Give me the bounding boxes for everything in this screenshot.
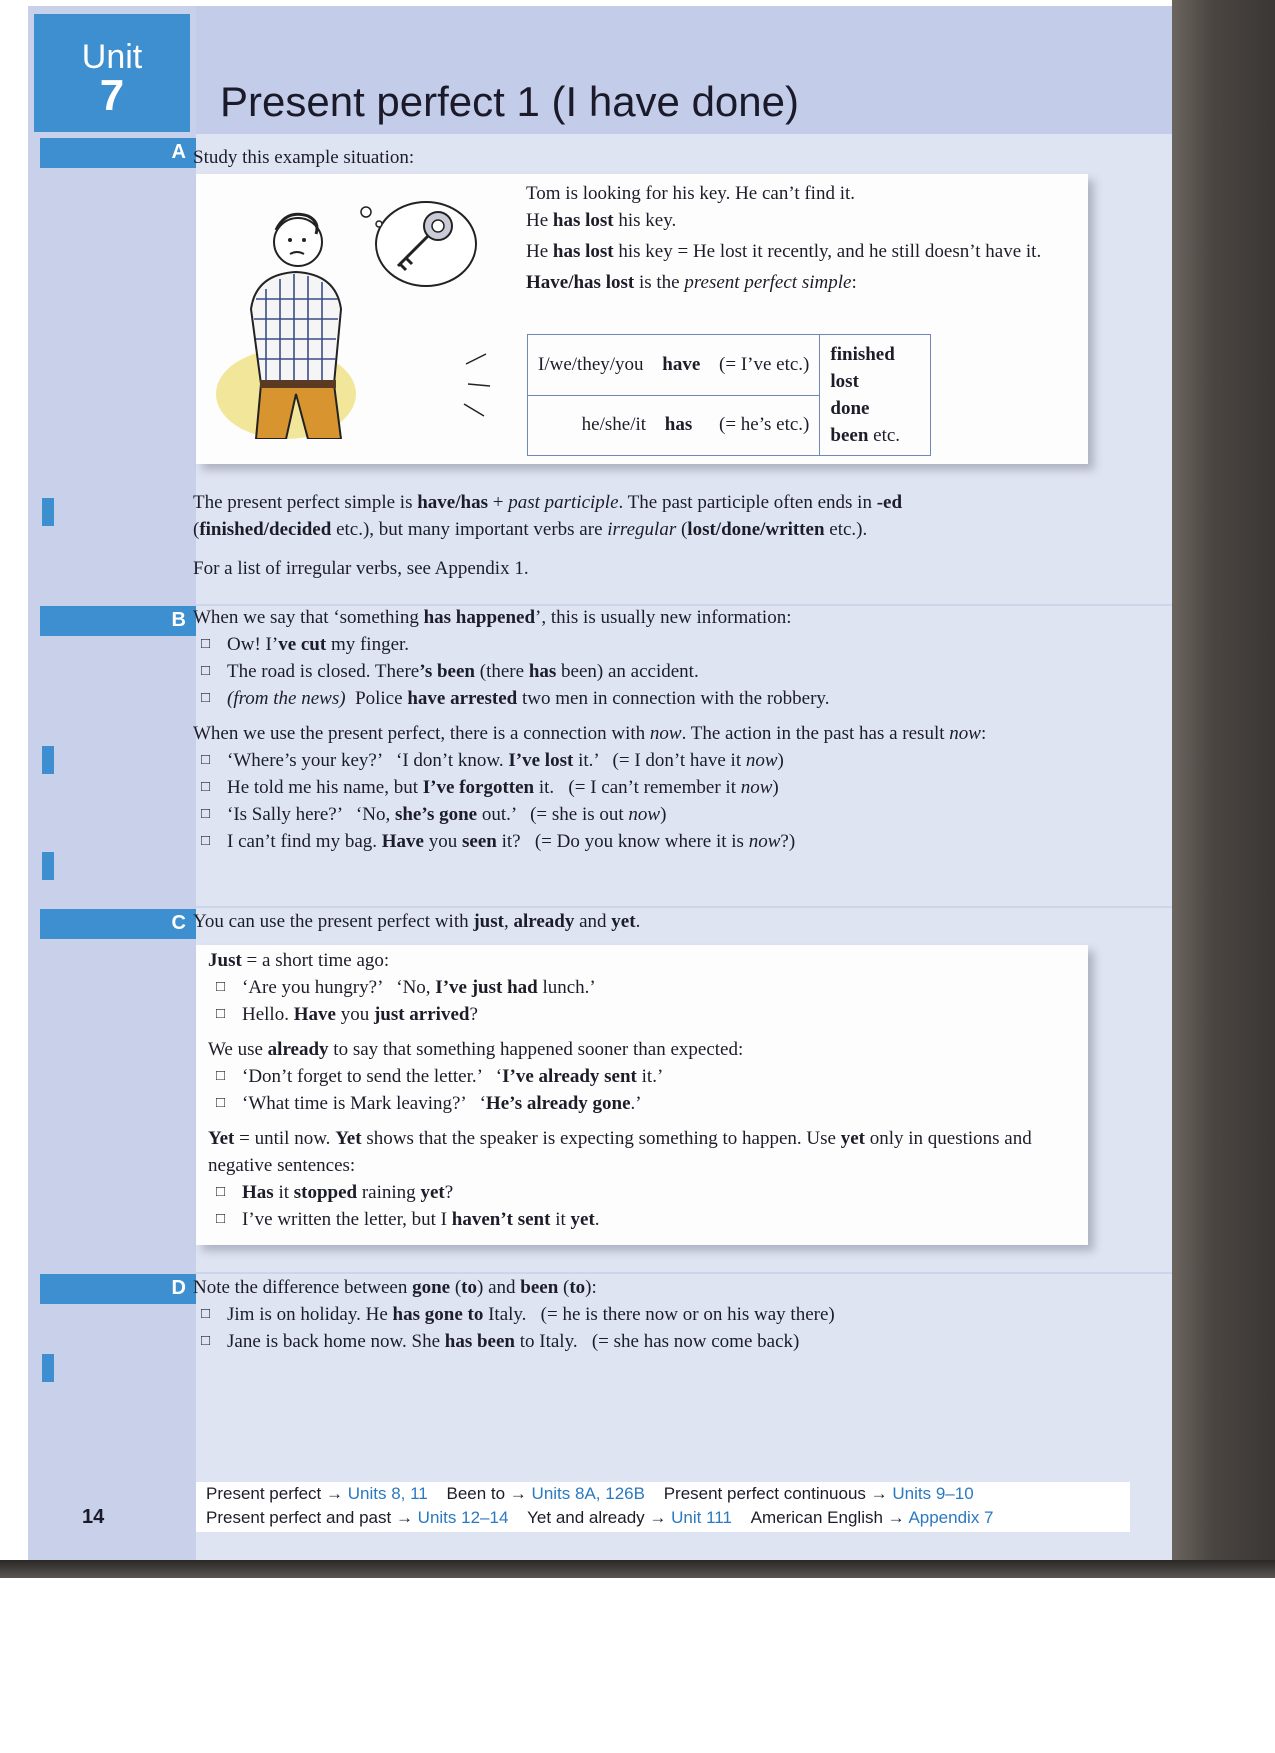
auxiliary: has [664, 414, 693, 436]
etc-text: etc. [873, 425, 901, 446]
bold-run: she’s gone [394, 804, 478, 825]
text-run: it [550, 1209, 571, 1230]
text-run: out.’ (= she is out [477, 804, 629, 825]
bold-run: ve cut [278, 634, 327, 655]
text-run: ‘Where’s your key?’ ‘I don’t know. [227, 750, 509, 771]
paragraph [208, 1125, 1068, 1179]
text-run: ( [676, 519, 688, 540]
section-letter: A [171, 141, 186, 163]
bold-run: has been [444, 1331, 515, 1352]
text-run: been) an accident. [556, 661, 699, 682]
text-run: it.’ [636, 1066, 664, 1087]
section-tab-b [40, 606, 196, 636]
section-tab-a [40, 138, 196, 168]
intro-text: Study this example situation: [193, 147, 415, 168]
text-run: Jane is back home now. She [227, 1331, 445, 1352]
sidebar [28, 6, 196, 1562]
bold-run: has gone to [392, 1304, 484, 1325]
participle: done [830, 398, 870, 419]
section-tab-c [40, 909, 196, 939]
text-run: . The action in the past has a result [681, 723, 950, 744]
text-run: The road is closed. There [227, 661, 420, 682]
text-run: ) and [477, 1277, 521, 1298]
story-line [526, 207, 1066, 234]
text-run: lunch.’ [537, 977, 596, 998]
example [242, 1001, 1068, 1028]
italic-run: irregular [607, 519, 677, 540]
italic-run: now [949, 723, 981, 744]
section-b-body [193, 604, 1053, 855]
bold-run: I’ve just had [435, 977, 538, 998]
paragraph [193, 604, 1053, 631]
text-run: to say that something happened sooner than expected: [328, 1039, 744, 1060]
text-run: is the [634, 272, 685, 293]
side-marker [42, 498, 54, 526]
example [227, 631, 1053, 658]
text-run: his key. [613, 210, 677, 231]
text-run: Jim is on holiday. He [227, 1304, 393, 1325]
bold-run: Have/has lost [526, 272, 635, 293]
bold-run: to [461, 1277, 477, 1298]
bold-run: haven’t sent [451, 1209, 551, 1230]
text-run: two men in connection with the robbery. [517, 688, 830, 709]
text-run: . [635, 911, 641, 932]
text-run: (there [475, 661, 529, 682]
italic-run: present perfect simple [684, 272, 852, 293]
text-run: you [424, 831, 462, 852]
text-run: ‘Are you hungry?’ ‘No, [242, 977, 436, 998]
participle: lost [830, 371, 859, 392]
bold-run: seen [462, 831, 497, 852]
bold-run: ’s been [419, 661, 475, 682]
text-run: : [980, 723, 987, 744]
text-run: ) [772, 777, 779, 798]
text-run: ‘What time is Mark leaving?’ ‘ [242, 1093, 486, 1114]
reference-link[interactable]: Unit 111 [671, 1508, 732, 1527]
text-run: etc.). [824, 519, 868, 540]
reference-label: Present perfect → [206, 1484, 348, 1503]
text-run: The present perfect simple is [193, 492, 418, 513]
bold-run: I’ve lost [508, 750, 574, 771]
text-run: ? [444, 1182, 454, 1203]
text-run: = a short time ago: [241, 950, 390, 971]
present-perfect-table [527, 334, 931, 456]
text-run: When we use the present perfect, there is a connection with [193, 723, 650, 744]
text-run: his key = He lost it recently, and he still doesn’t have it. [613, 241, 1042, 262]
paragraph [193, 720, 1053, 747]
bold-run: Yet [335, 1128, 362, 1149]
text-run: it.’ (= I don’t have it [573, 750, 746, 771]
reference-line [196, 1506, 1130, 1530]
text-run: raining [357, 1182, 421, 1203]
bold-run: has lost [552, 210, 614, 231]
section-letter: C [171, 912, 186, 934]
bold-run: yet [840, 1128, 865, 1149]
bold-run: have arrested [407, 688, 518, 709]
bold-run: has lost [552, 241, 614, 262]
explanation [526, 238, 1066, 265]
example [227, 747, 1053, 774]
bold-run: stopped [293, 1182, 358, 1203]
bold-run: yet [420, 1182, 445, 1203]
contraction: (= I’ve etc.) [719, 353, 810, 375]
bold-run: He’s already gone [485, 1093, 631, 1114]
text-run: ‘Don’t forget to send the letter.’ ‘ [242, 1066, 503, 1087]
subject: he/she/it [581, 414, 647, 436]
text-run: . The past participle often ends in [618, 492, 877, 513]
reference-label: Present perfect continuous → [663, 1484, 893, 1503]
bold-run: I’ve already sent [502, 1066, 637, 1087]
paragraph [208, 1036, 1068, 1063]
example-box-c [196, 945, 1088, 1245]
italic-run: past participle [508, 492, 619, 513]
text-run: ): [585, 1277, 597, 1298]
table-cell [528, 335, 820, 396]
text-run: ( [558, 1277, 570, 1298]
bold-run: have/has [417, 492, 488, 513]
bold-run: just [473, 911, 504, 932]
bold-run: Just [208, 950, 242, 971]
bold-run: Has [242, 1182, 274, 1203]
participles-cell [820, 335, 931, 456]
contraction: (= he’s etc.) [719, 414, 810, 436]
text-run: shows that the speaker is expecting something to happen. Use [361, 1128, 841, 1149]
example [227, 1301, 1053, 1328]
side-marker [42, 1354, 54, 1382]
text-run: and [574, 911, 612, 932]
text-run: Note the difference between [193, 1277, 413, 1298]
bold-run: finished/decided [199, 519, 332, 540]
scan-margin [0, 1560, 1275, 1753]
text-run: : [851, 272, 857, 293]
section-letter: D [171, 1277, 186, 1299]
text-run: Hello. [242, 1004, 294, 1025]
section-tab-d [40, 1274, 196, 1304]
text-run: He [526, 241, 553, 262]
text-run: , [503, 911, 514, 932]
paragraph [193, 1274, 1053, 1301]
reference-link[interactable]: Units 8A, 126B [531, 1484, 645, 1503]
text-run: . [594, 1209, 600, 1230]
bold-run: Yet [208, 1128, 235, 1149]
text-run: ( [193, 519, 200, 540]
box-c-content [208, 947, 1068, 1233]
bold-run: Have [293, 1004, 336, 1025]
text-run: He [526, 210, 553, 231]
text-run: only in questions and negative sentences: [208, 1128, 1032, 1176]
text-run: Italy. (= he is there now or on his way there) [483, 1304, 835, 1325]
italic-run: now [649, 723, 682, 744]
text-run: it [273, 1182, 294, 1203]
unit-badge [34, 14, 190, 132]
reference-link[interactable]: Units 9–10 [892, 1484, 974, 1503]
example [227, 828, 1053, 855]
bold-run: Have [381, 831, 424, 852]
page-number: 14 [82, 1506, 105, 1528]
reference-link[interactable]: Units 8, 11 [347, 1484, 428, 1503]
bold-run: to [569, 1277, 586, 1298]
section-c-intro [193, 908, 1053, 943]
bold-run: already [513, 911, 575, 932]
reference-label: American English → [750, 1508, 909, 1527]
text-run: ’, this is usually new information: [535, 607, 792, 628]
bold-run: I’ve forgotten [422, 777, 535, 798]
italic-run: (from the news) [227, 688, 346, 709]
story-line: Tom is looking for his key. He can’t find it. [526, 183, 856, 204]
text-run: = until now. [234, 1128, 336, 1149]
example [227, 774, 1053, 801]
text-run: ) [777, 750, 784, 771]
example [227, 801, 1053, 828]
bold-run: -ed [876, 492, 903, 513]
text-run: ‘Is Sally here?’ ‘No, [227, 804, 395, 825]
text-run: He told me his name, but [227, 777, 423, 798]
reference-label: Present perfect and past → [206, 1508, 418, 1527]
example [227, 1328, 1053, 1355]
text-run: you [335, 1004, 374, 1025]
text-run: Ow! I’ [227, 634, 279, 655]
page-title: Present perfect 1 (I have done) [220, 78, 799, 125]
table-cell [528, 395, 820, 456]
bold-run: just arrived [373, 1004, 470, 1025]
text-run: my finger. [326, 634, 410, 655]
bold-run: yet [611, 911, 636, 932]
example [227, 685, 1053, 712]
example [242, 974, 1068, 1001]
bold-run: yet [570, 1209, 595, 1230]
participle: finished [830, 344, 895, 365]
auxiliary: have [662, 353, 701, 375]
text-run: When we say that ‘something [193, 607, 424, 628]
text-run: I can’t find my bag. [227, 831, 382, 852]
bold-run: lost/done/written [687, 519, 825, 540]
italic-run: now [745, 750, 778, 771]
bold-run: gone [412, 1277, 451, 1298]
text-run: Police [345, 688, 408, 709]
text-run: .’ [630, 1093, 642, 1114]
unit-word: Unit [81, 38, 143, 76]
side-marker [42, 852, 54, 880]
man-lost-key-illustration [216, 194, 506, 439]
text-run: ) [660, 804, 667, 825]
text-run: ( [450, 1277, 462, 1298]
example [242, 1063, 1068, 1090]
participle [830, 422, 920, 449]
example [242, 1206, 1068, 1233]
subject: I/we/they/you [538, 353, 644, 375]
cross-reference-box [196, 1482, 1130, 1532]
bold-run: already [267, 1039, 329, 1060]
section-d-body [193, 1274, 1053, 1355]
text-run: ?) [780, 831, 796, 852]
reference-link[interactable]: Units 12–14 [417, 1508, 509, 1527]
section-letter: B [171, 609, 186, 631]
bold-run: has [528, 661, 557, 682]
reference-line [196, 1482, 1130, 1506]
bold-run: has happened [423, 607, 536, 628]
paragraph [193, 489, 1053, 543]
text-run: it. (= I can’t remember it [534, 777, 741, 798]
text-run: it? (= Do you know where it is [496, 831, 749, 852]
form-definition [526, 269, 1066, 296]
italic-run: now [740, 777, 773, 798]
reference-label: Been to → [446, 1484, 532, 1503]
bold-run: been [520, 1277, 559, 1298]
text-run: + [487, 492, 509, 513]
situation-text [526, 180, 1066, 296]
text-run: to Italy. (= she has now come back) [514, 1331, 800, 1352]
paragraph [193, 908, 1053, 935]
example [242, 1090, 1068, 1117]
italic-run: now [628, 804, 661, 825]
text-run: ? [469, 1004, 478, 1025]
text-run: We use [208, 1039, 268, 1060]
example-box-a [196, 174, 1088, 464]
scan-shadow [1172, 0, 1275, 1560]
table-row [528, 335, 931, 396]
paragraph [208, 947, 1068, 974]
section-a-body [193, 489, 1053, 590]
text-run: etc.), but many important verbs are [331, 519, 608, 540]
scan-edge [0, 1560, 1275, 1578]
unit-number: 7 [99, 71, 125, 120]
text-run: I’ve written the letter, but I [242, 1209, 452, 1230]
side-marker [42, 746, 54, 774]
reference-label: Yet and already → [527, 1508, 672, 1527]
example [242, 1179, 1068, 1206]
text-run: You can use the present perfect with [193, 911, 474, 932]
participle-text: been [830, 425, 869, 446]
paragraph: For a list of irregular verbs, see Appendix 1. [193, 558, 529, 579]
italic-run: now [748, 831, 781, 852]
example [227, 658, 1053, 685]
reference-link[interactable]: Appendix 7 [908, 1508, 994, 1527]
